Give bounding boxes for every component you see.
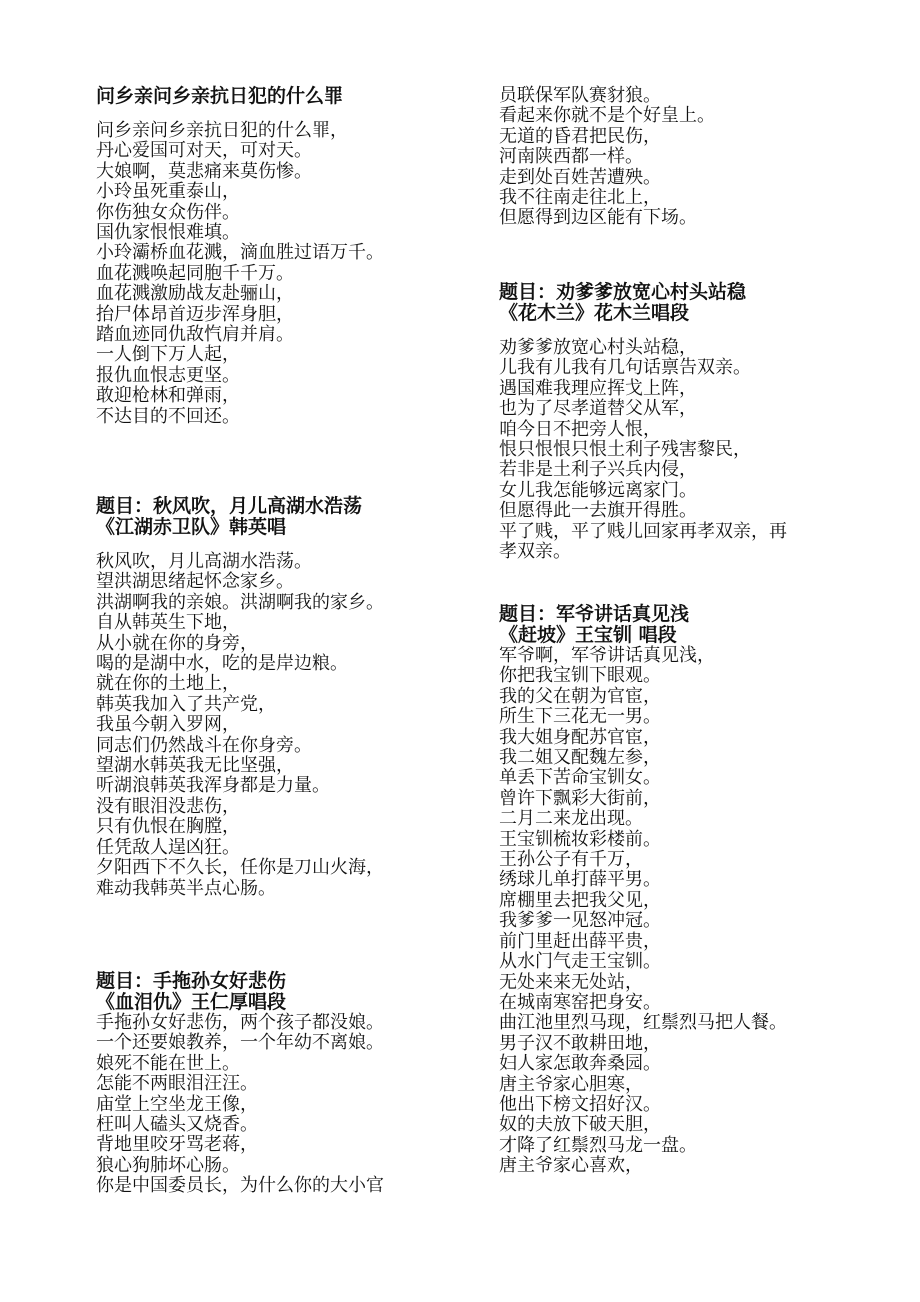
section-heading [499,604,899,646]
lyric-line: 踏血迹同仇敌忾肩并肩。 [96,324,294,346]
lyric-line: 夕阳西下不久长，任你是刀山火海， [96,857,384,879]
lyric-line: 庙堂上空坐龙王像， [96,1093,258,1115]
lyric-line: 王宝钏梳妆彩楼前。 [499,828,661,850]
lyric-line: 一人倒下万人起， [96,344,240,366]
lyric-line: 听湖浪韩英我浑身都是力量。 [96,775,330,797]
lyric-line: 我虽今朝入罗网， [96,714,240,736]
lyric-line: 无处来来无处站， [499,971,643,993]
section-4 [499,86,899,229]
lyric-line: 你把我宝钏下眼观。 [499,665,661,687]
lyric-line: 恨只恨恨只恨土利子残害黎民， [499,439,751,461]
lyric-line: 你伤独女众伤伴。 [96,201,240,223]
lyric-line: 手拖孙女好悲伤，两个孩子都没娘。 [96,1012,384,1033]
lyric-line: 我的父在朝为官宦， [499,685,661,707]
section-1 [96,86,476,427]
lyric-line: 背地里咬牙骂老蒋， [96,1134,258,1156]
section-title: 题目：军爷讲话真见浅 [499,603,690,625]
lyric-line: 不达目的不回还。 [96,405,240,427]
section-5 [499,282,899,562]
lyric-line: 男子汉不敢耕田地， [499,1032,661,1054]
lyric-line: 从水门气走王宝钏。 [499,951,661,973]
lyric-line: 唐主爷家心喜欢， [499,1155,643,1177]
lyric-line: 才降了红鬃烈马龙一盘。 [499,1134,697,1156]
section-subtitle: 《赶坡》王宝钏 唱段 [499,624,677,646]
lyric-line: 望洪湖思绪起怀念家乡。 [96,571,294,593]
lyric-line: 任凭敌人逞凶狂。 [96,836,240,858]
lyric-line: 在城南寒窑把身安。 [499,991,661,1013]
lyric-line: 唐主爷家心胆寒， [499,1073,643,1095]
section-subtitle: 《江湖赤卫队》韩英唱 [96,516,287,538]
section-lyrics [499,646,899,1177]
lyric-line: 小玲灞桥血花溅，滴血胜过语万千。 [96,242,384,264]
lyric-line: 抬尸体昂首迈步浑身胆， [96,303,294,325]
section-subtitle: 《血泪仇》王仁厚唱段 [96,991,287,1013]
lyric-line: 洪湖啊我的亲娘。洪湖啊我的家乡。 [96,591,384,613]
lyric-line: 你是中国委员长，为什么你的大小官 [96,1175,384,1197]
section-lyrics [96,121,476,427]
lyric-line: 喝的是湖中水，吃的是岸边粮。 [96,653,348,675]
section-lyrics [499,338,899,562]
lyric-line: 我不往南走往北上， [499,187,661,209]
lyric-line: 大娘啊，莫悲痛来莫伤惨。 [96,160,312,182]
lyric-line: 没有眼泪没悲伤， [96,795,240,817]
section-subtitle: 《花木兰》花木兰唱段 [499,302,690,324]
lyric-line: 儿我有儿我有几句话禀告双亲。 [499,357,751,379]
lyric-line: 前门里赶出薛平贵， [499,930,661,952]
lyric-line: 但愿得此一去旗开得胜。 [499,500,697,522]
lyric-line: 自从韩英生下地， [96,612,240,634]
lyric-line: 河南陕西都一样。 [499,146,643,168]
lyric-line: 他出下榜文招好汉。 [499,1093,661,1115]
lyric-line: 王孙公子有千万， [499,849,643,871]
lyric-line: 报仇血恨志更坚。 [96,364,240,386]
lyric-line: 妇人家怎敢奔桑园。 [499,1053,661,1075]
lyric-line: 血花溅激励战友赴骊山， [96,283,294,305]
lyric-line: 遇国难我理应挥戈上阵， [499,377,697,399]
lyric-line: 丹心爱国可对天，可对天。 [96,140,312,162]
lyric-line: 我爹爹一见怒冲冠。 [499,910,661,932]
lyric-line: 席棚里去把我父见， [499,889,661,911]
section-title: 题目：秋风吹，月儿高湖水浩荡 [96,495,363,517]
lyric-line: 二月二来龙出现。 [499,808,643,830]
lyric-line: 问乡亲问乡亲抗日犯的什么罪， [96,120,348,141]
section-6 [499,604,899,1177]
section-title: 问乡亲问乡亲抗日犯的什么罪 [96,85,344,107]
lyric-line: 一个还要娘教养，一个年幼不离娘。 [96,1032,384,1054]
section-lyrics [96,1013,476,1197]
section-title: 题目：手拖孙女好悲伤 [96,970,287,992]
lyric-line: 若非是土利子兴兵内侵， [499,459,697,481]
lyric-line: 国仇家恨恨难填。 [96,222,240,244]
lyric-line: 无道的昏君把民伤， [499,125,661,147]
lyric-line: 娘死不能在世上。 [96,1052,240,1074]
section-heading [96,971,476,1013]
lyric-line: 员联保军队赛豺狼。 [499,85,661,106]
lyric-line: 只有仇恨在胸膛， [96,816,240,838]
lyric-line: 秋风吹，月儿高湖水浩荡。 [96,551,312,572]
lyric-line: 奴的夫放下破天胆， [499,1114,661,1136]
lyric-line: 小玲虽死重泰山， [96,181,240,203]
lyric-line: 曲江池里烈马现，红鬃烈马把人餐。 [499,1012,787,1034]
lyric-line: 劝爹爹放宽心村头站稳， [499,337,697,358]
lyric-line: 我二姐又配魏左参， [499,747,661,769]
section-title: 题目：劝爹爹放宽心村头站稳 [499,281,747,303]
lyric-line: 难动我韩英半点心肠。 [96,877,276,899]
lyric-line: 我大姐身配苏官宦， [499,726,661,748]
lyric-line: 女儿我怎能够远离家门。 [499,479,697,501]
lyric-line: 曾许下飘彩大街前， [499,787,661,809]
lyric-line: 望湖水韩英我无比坚强， [96,755,294,777]
lyric-line: 血花溅唤起同胞千千万。 [96,262,294,284]
lyric-line: 看起来你就不是个好皇上。 [499,105,715,127]
lyric-line: 韩英我加入了共产党， [96,693,276,715]
lyric-line: 从小就在你的身旁， [96,632,258,654]
lyric-line: 平了贱，平了贱儿回家再孝双亲，再 [499,520,787,542]
section-2 [96,496,476,899]
lyric-line: 枉叫人磕头又烧香。 [96,1114,258,1136]
lyric-line: 但愿得到边区能有下场。 [499,207,697,229]
lyric-line: 孝双亲。 [499,541,571,563]
lyric-line: 就在你的土地上， [96,673,240,695]
lyric-line: 怎能不两眼泪汪汪。 [96,1073,258,1095]
section-lyrics [96,552,476,899]
lyric-line: 敢迎枪林和弹雨， [96,385,240,407]
section-heading [96,86,476,107]
section-3 [96,971,476,1197]
lyric-line: 所生下三花无一男。 [499,706,661,728]
lyric-line: 同志们仍然战斗在你身旁。 [96,734,312,756]
lyric-line: 咱今日不把旁人恨， [499,418,661,440]
section-heading [499,282,899,324]
lyric-line: 狼心狗肺坏心肠。 [96,1154,240,1176]
lyric-line: 也为了尽孝道替父从军， [499,398,697,420]
lyric-line: 单丢下苦命宝钏女。 [499,767,661,789]
lyric-line: 走到处百姓苦遭殃。 [499,166,661,188]
lyric-line: 绣球儿单打薛平男。 [499,869,661,891]
section-heading [96,496,476,538]
section-lyrics [499,86,899,229]
lyric-line: 军爷啊，军爷讲话真见浅， [499,645,715,666]
